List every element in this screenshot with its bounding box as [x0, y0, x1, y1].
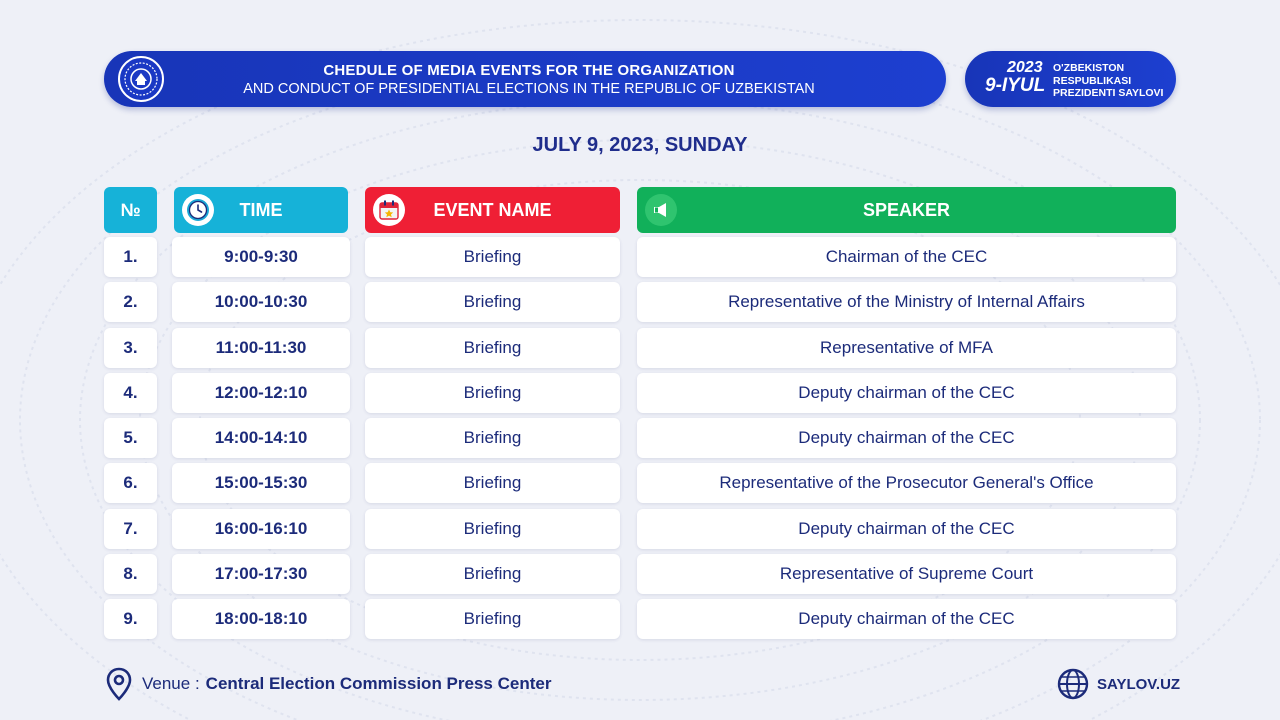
row-number: 7. [104, 509, 157, 549]
column-header-event [365, 187, 620, 233]
megaphone-icon [645, 194, 677, 226]
row-event-name: Briefing [365, 509, 620, 549]
badge-line: RESPUBLIKASI [1053, 74, 1132, 87]
row-speaker: Representative of Supreme Court [637, 554, 1176, 594]
header-banner [104, 51, 946, 107]
column-label: EVENT NAME [433, 199, 552, 220]
calendar-star-icon [373, 194, 405, 226]
badge-date: 9-IYUL [985, 75, 1046, 96]
website-label: SAYLOV.UZ [1097, 675, 1181, 693]
website-link[interactable] [1057, 668, 1180, 700]
row-number: 4. [104, 373, 157, 413]
column-header-number [104, 187, 157, 233]
row-time: 9:00-9:30 [172, 237, 350, 277]
row-speaker: Deputy chairman of the CEC [637, 418, 1176, 458]
row-speaker: Representative of the Ministry of Internal Affairs [637, 282, 1176, 322]
page-subtitle: AND CONDUCT OF PRESIDENTIAL ELECTIONS IN THE REPUBLIC OF UZBEKISTAN [243, 81, 815, 97]
row-event-name: Briefing [365, 237, 620, 277]
row-time: 16:00-16:10 [172, 509, 350, 549]
venue-info [104, 667, 551, 701]
row-speaker: Deputy chairman of the CEC [637, 373, 1176, 413]
row-event-name: Briefing [365, 373, 620, 413]
column-header-time [174, 187, 348, 233]
row-event-name: Briefing [365, 463, 620, 503]
election-badge [965, 51, 1176, 107]
row-event-name: Briefing [365, 418, 620, 458]
row-number: 1. [104, 237, 157, 277]
badge-text [1053, 62, 1163, 100]
badge-line: PREZIDENTI SAYLOVI [1053, 87, 1164, 99]
row-number: 5. [104, 418, 157, 458]
column-header-speaker [637, 187, 1176, 233]
column-label: TIME [239, 199, 283, 220]
clock-icon [182, 194, 214, 226]
row-event-name: Briefing [365, 282, 620, 322]
location-pin-icon [104, 667, 134, 701]
row-number: 8. [104, 554, 157, 594]
row-time: 15:00-15:30 [172, 463, 350, 503]
row-time: 10:00-10:30 [172, 282, 350, 322]
row-time: 11:00-11:30 [172, 328, 350, 368]
row-speaker: Deputy chairman of the CEC [637, 599, 1176, 639]
election-commission-seal-icon [118, 56, 164, 102]
row-number: 3. [104, 328, 157, 368]
row-time: 18:00-18:10 [172, 599, 350, 639]
row-speaker: Chairman of the CEC [637, 237, 1176, 277]
row-event-name: Briefing [365, 554, 620, 594]
venue-value: Central Election Commission Press Center [205, 674, 552, 693]
column-label: SPEAKER [862, 199, 951, 220]
row-time: 12:00-12:10 [172, 373, 350, 413]
row-number: 2. [104, 282, 157, 322]
row-time: 14:00-14:10 [172, 418, 350, 458]
row-time: 17:00-17:30 [172, 554, 350, 594]
date-heading: JULY 9, 2023, SUNDAY [532, 134, 748, 156]
row-speaker: Deputy chairman of the CEC [637, 509, 1176, 549]
row-event-name: Briefing [365, 599, 620, 639]
badge-year: 2023 [1007, 59, 1043, 76]
row-event-name: Briefing [365, 328, 620, 368]
row-speaker: Representative of MFA [637, 328, 1176, 368]
globe-icon [1057, 668, 1089, 700]
row-speaker: Representative of the Prosecutor General's Office [637, 463, 1176, 503]
column-label: № [120, 199, 141, 220]
row-number: 9. [104, 599, 157, 639]
page-title: CHEDULE OF MEDIA EVENTS FOR THE ORGANIZATION [323, 62, 735, 79]
venue-label: Venue : [142, 674, 200, 693]
row-number: 6. [104, 463, 157, 503]
badge-line: O'ZBEKISTON [1053, 62, 1125, 74]
